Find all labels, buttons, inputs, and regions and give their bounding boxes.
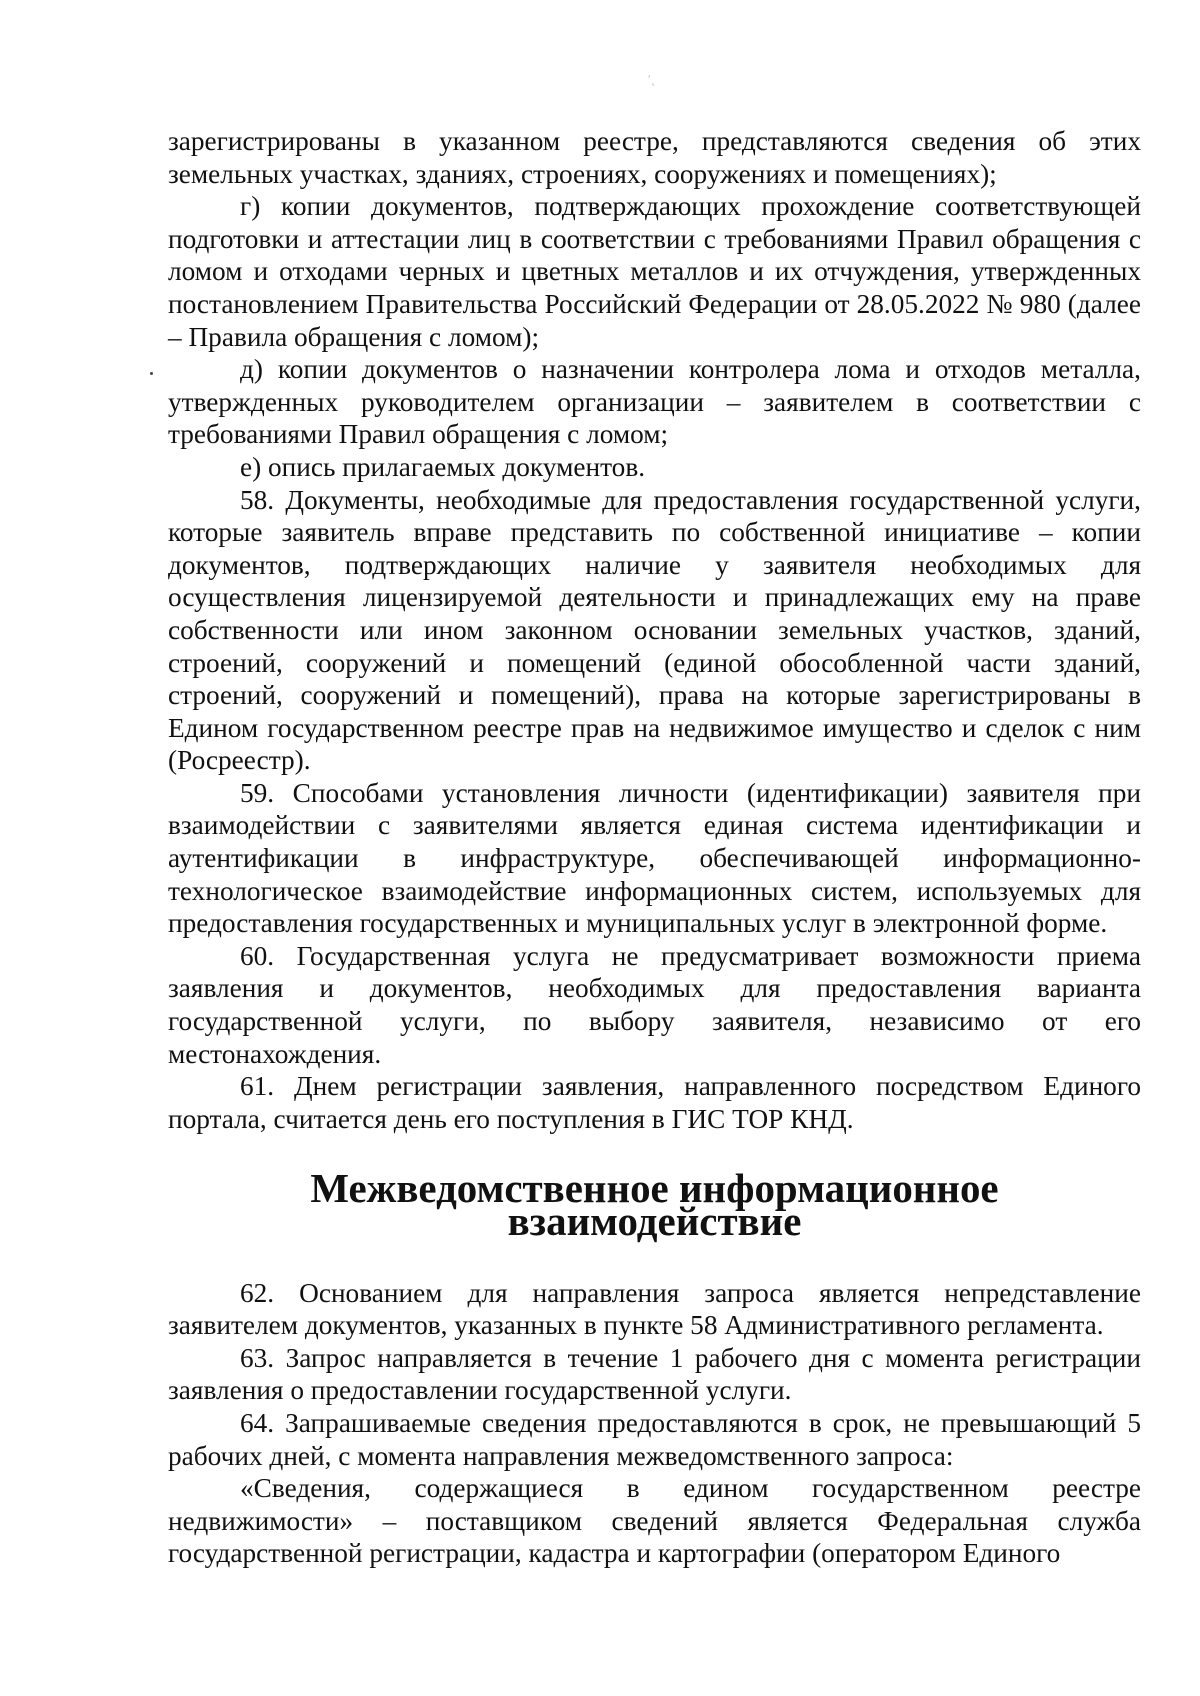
paragraph-58: 58. Документы, необходимые для предоставления государственной услуги, которые заявитель вправе представить по собственной инициативе – копии документов, подтверждающих наличие у заявителя необходимых для осуществления лицензируемой деятельности и принадлежащих ему на праве собственности или ином законном основании земельных участков, зданий, строений, сооружений и помещений (единой обособленной части зданий, строений, сооружений и помещений), права на которые зарегистрированы в Едином государственном реестре прав на недвижимое имущество и сделок с ним (Росреестр). [168,484,1141,776]
section-heading: Межведомственное информационное взаимодействие [310,1166,999,1244]
paragraph-59: 59. Способами установления личности (идентификации) заявителя при взаимодействии с заявителями является единая система идентификации и аутентификации в инфраструктуре, обеспечивающей информационно-технологическое взаимодействие информационных систем, используемых для предоставления государственных и муниципальных услуг в электронной форме. [168,777,1141,939]
paragraph-item-d: д) копии документов о назначении контролера лома и отходов металла, утвержденных руководителем организации – заявителем в соответствии с требованиями Правил обращения с ломом; [168,354,1141,450]
paragraph-64: 64. Запрашиваемые сведения предоставляются в срок, не превышающий 5 рабочих дней, с момента направления межведомственного запроса: [168,1407,1141,1471]
paragraph-item-e: е) опись прилагаемых документов. [240,451,646,482]
scan-artifact: ʹ˛ [648,72,657,86]
paragraph-60: 60. Государственная услуга не предусматривает возможности приема заявления и документов, необходимых для предоставления варианта государственной услуги, по выбору заявителя, независимо от его местонахождения. [168,940,1141,1069]
document-body [168,125,1141,1570]
paragraph-continuation: зарегистрированы в указанном реестре, представляются сведения об этих земельных участках, зданиях, строениях, сооружениях и помещениях); [168,126,1141,189]
paragraph-63: 63. Запрос направляется в течение 1 рабочего дня с момента регистрации заявления о предоставлении государственной услуги. [168,1342,1141,1406]
paragraph-registry-info: «Сведения, содержащиеся в едином государственном реестре недвижимости» – поставщиком сведений является Федеральная служба государственной регистрации, кадастра и картографии (оператором Единого [168,1473,1141,1569]
scan-dot [150,372,153,375]
paragraph-item-g: г) копии документов, подтверждающих прохождение соответствующей подготовки и аттестации лиц в соответствии с требованиями Правил обращения с ломом и отходами черных и цветных металлов и их отчуждения, утвержденных постановлением Правительства Российский Федерации от 28.05.2022 № 980 (далее – Правила обращения с ломом); [168,191,1141,352]
paragraph-61: 61. Днем регистрации заявления, направленного посредством Единого портала, считается день его поступления в ГИС ТОР КНД. [168,1071,1141,1134]
paragraph-62: 62. Основанием для направления запроса является непредставление заявителем документов, указанных в пункте 58 Административного регламента. [168,1277,1141,1341]
